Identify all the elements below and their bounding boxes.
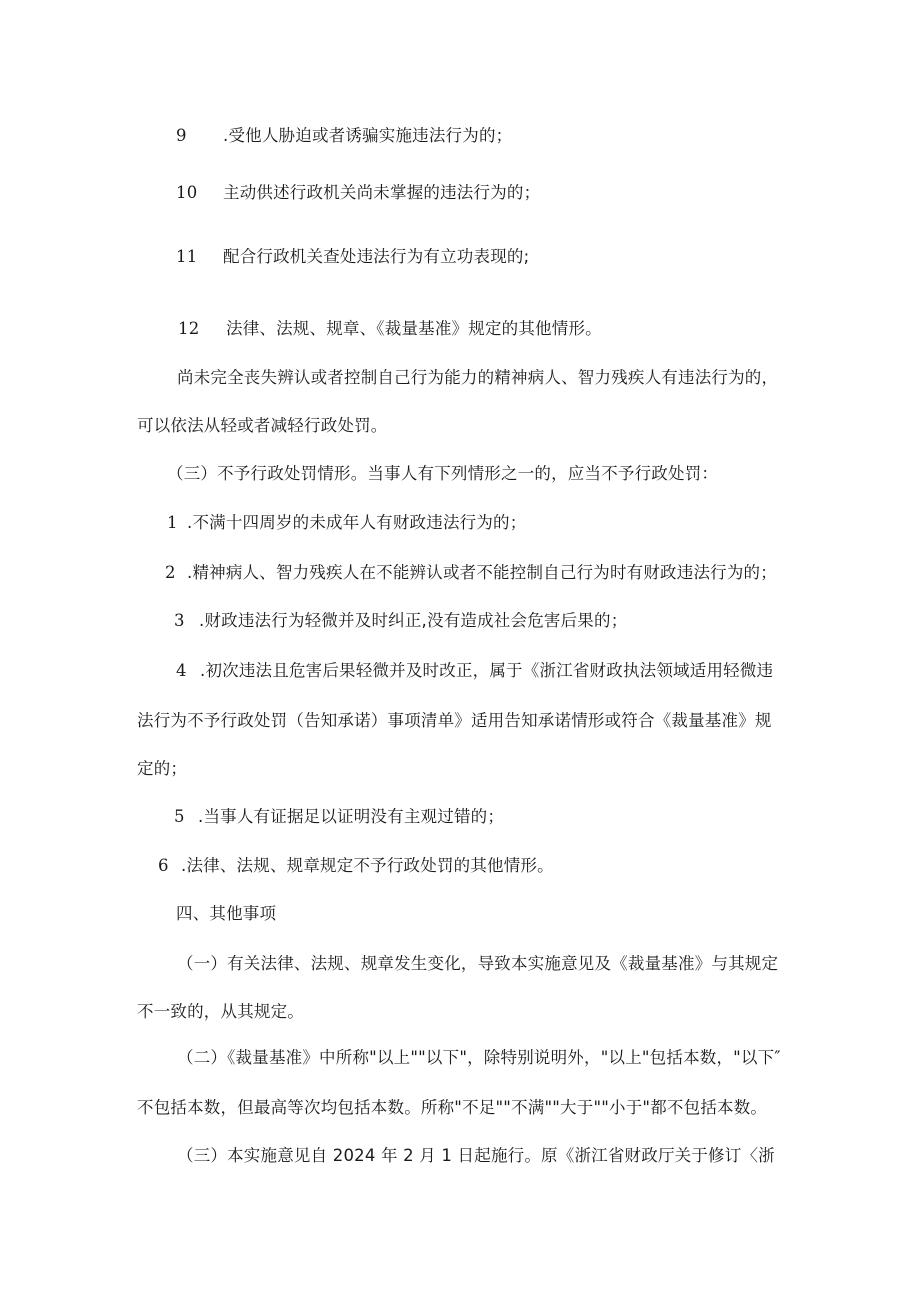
paragraph-line: （三）本实施意见自 2024 年 2 月 1 日起施行。原《浙江省财政厅关于修订〈浙 xyxy=(177,1146,775,1165)
section-heading: 四、其他事项 xyxy=(176,904,277,923)
item-number: 2 xyxy=(165,563,176,582)
section-heading: （三）不予行政处罚情形。当事人有下列情形之一的，应当不予行政处罚： xyxy=(167,464,719,483)
item-text: .法律、法规、规章规定不予行政处罚的其他情形。 xyxy=(181,856,554,875)
list-item-10 xyxy=(176,182,540,204)
item-text: .初次违法且危害后果轻微并及时改正，属于《浙江省财政执法领域适用轻微违 xyxy=(200,661,774,680)
list-item-5 xyxy=(174,806,504,828)
list-item-2 xyxy=(165,562,777,584)
paragraph-line: （二）《裁量基准》中所称"以上""以下"，除特别说明外，"以上"包括本数，"以下″ xyxy=(177,1048,781,1067)
item-text: 法律、法规、规章、《裁量基准》规定的其他情形。 xyxy=(226,319,602,338)
item-number: 4 xyxy=(176,661,187,680)
item-text: .财政违法行为轻微并及时纠正,没有造成社会危害后果的； xyxy=(199,611,628,630)
list-item-4 xyxy=(176,660,773,682)
list-item-3 xyxy=(174,610,627,632)
list-item-11 xyxy=(176,246,529,268)
item-number: 10 xyxy=(176,183,198,202)
paragraph-line: （一）有关法律、法规、规章发生变化，导致本实施意见及《裁量基准》与其规定 xyxy=(177,954,779,973)
item-number: 1 xyxy=(167,513,178,532)
item-number: 6 xyxy=(158,856,169,875)
item-number: 5 xyxy=(174,807,185,826)
item-text: .受他人胁迫或者诱骗实施违法行为的； xyxy=(223,126,513,145)
list-item-6 xyxy=(158,855,554,877)
item-number: 9 xyxy=(176,126,187,145)
item-text: 配合行政机关查处违法行为有立功表现的; xyxy=(223,247,530,266)
paragraph-line: 不一致的，从其规定。 xyxy=(137,1002,304,1021)
item-text: .当事人有证据足以证明没有主观过错的； xyxy=(198,807,505,826)
paragraph-line: 尚未完全丧失辨认或者控制自己行为能力的精神病人、智力残疾人有违法行为的， xyxy=(177,368,779,387)
item-number: 3 xyxy=(174,611,185,630)
item-text: 主动供述行政机关尚未掌握的违法行为的； xyxy=(223,183,541,202)
item-number: 11 xyxy=(176,247,198,266)
paragraph-line: 不包括本数，但最高等次均包括本数。所称"不足""不满""大于""小于"都不包括本数。 xyxy=(137,1098,768,1117)
item-number: 12 xyxy=(178,319,200,338)
list-item-4-continued: 定的； xyxy=(137,759,188,778)
list-item-1 xyxy=(167,512,526,534)
item-text: .不满十四周岁的未成年人有财政违法行为的； xyxy=(187,513,527,532)
list-item-4-continued: 法行为不予行政处罚（告知承诺）事项清单》适用告知承诺情形或符合《裁量基准》规 xyxy=(137,711,772,730)
list-item-12 xyxy=(178,318,602,340)
paragraph-line: 可以依法从轻或者减轻行政处罚。 xyxy=(137,416,388,435)
item-text: .精神病人、智力残疾人在不能辨认或者不能控制自己行为时有财政违法行为的； xyxy=(187,563,777,582)
list-item-9 xyxy=(176,125,512,147)
